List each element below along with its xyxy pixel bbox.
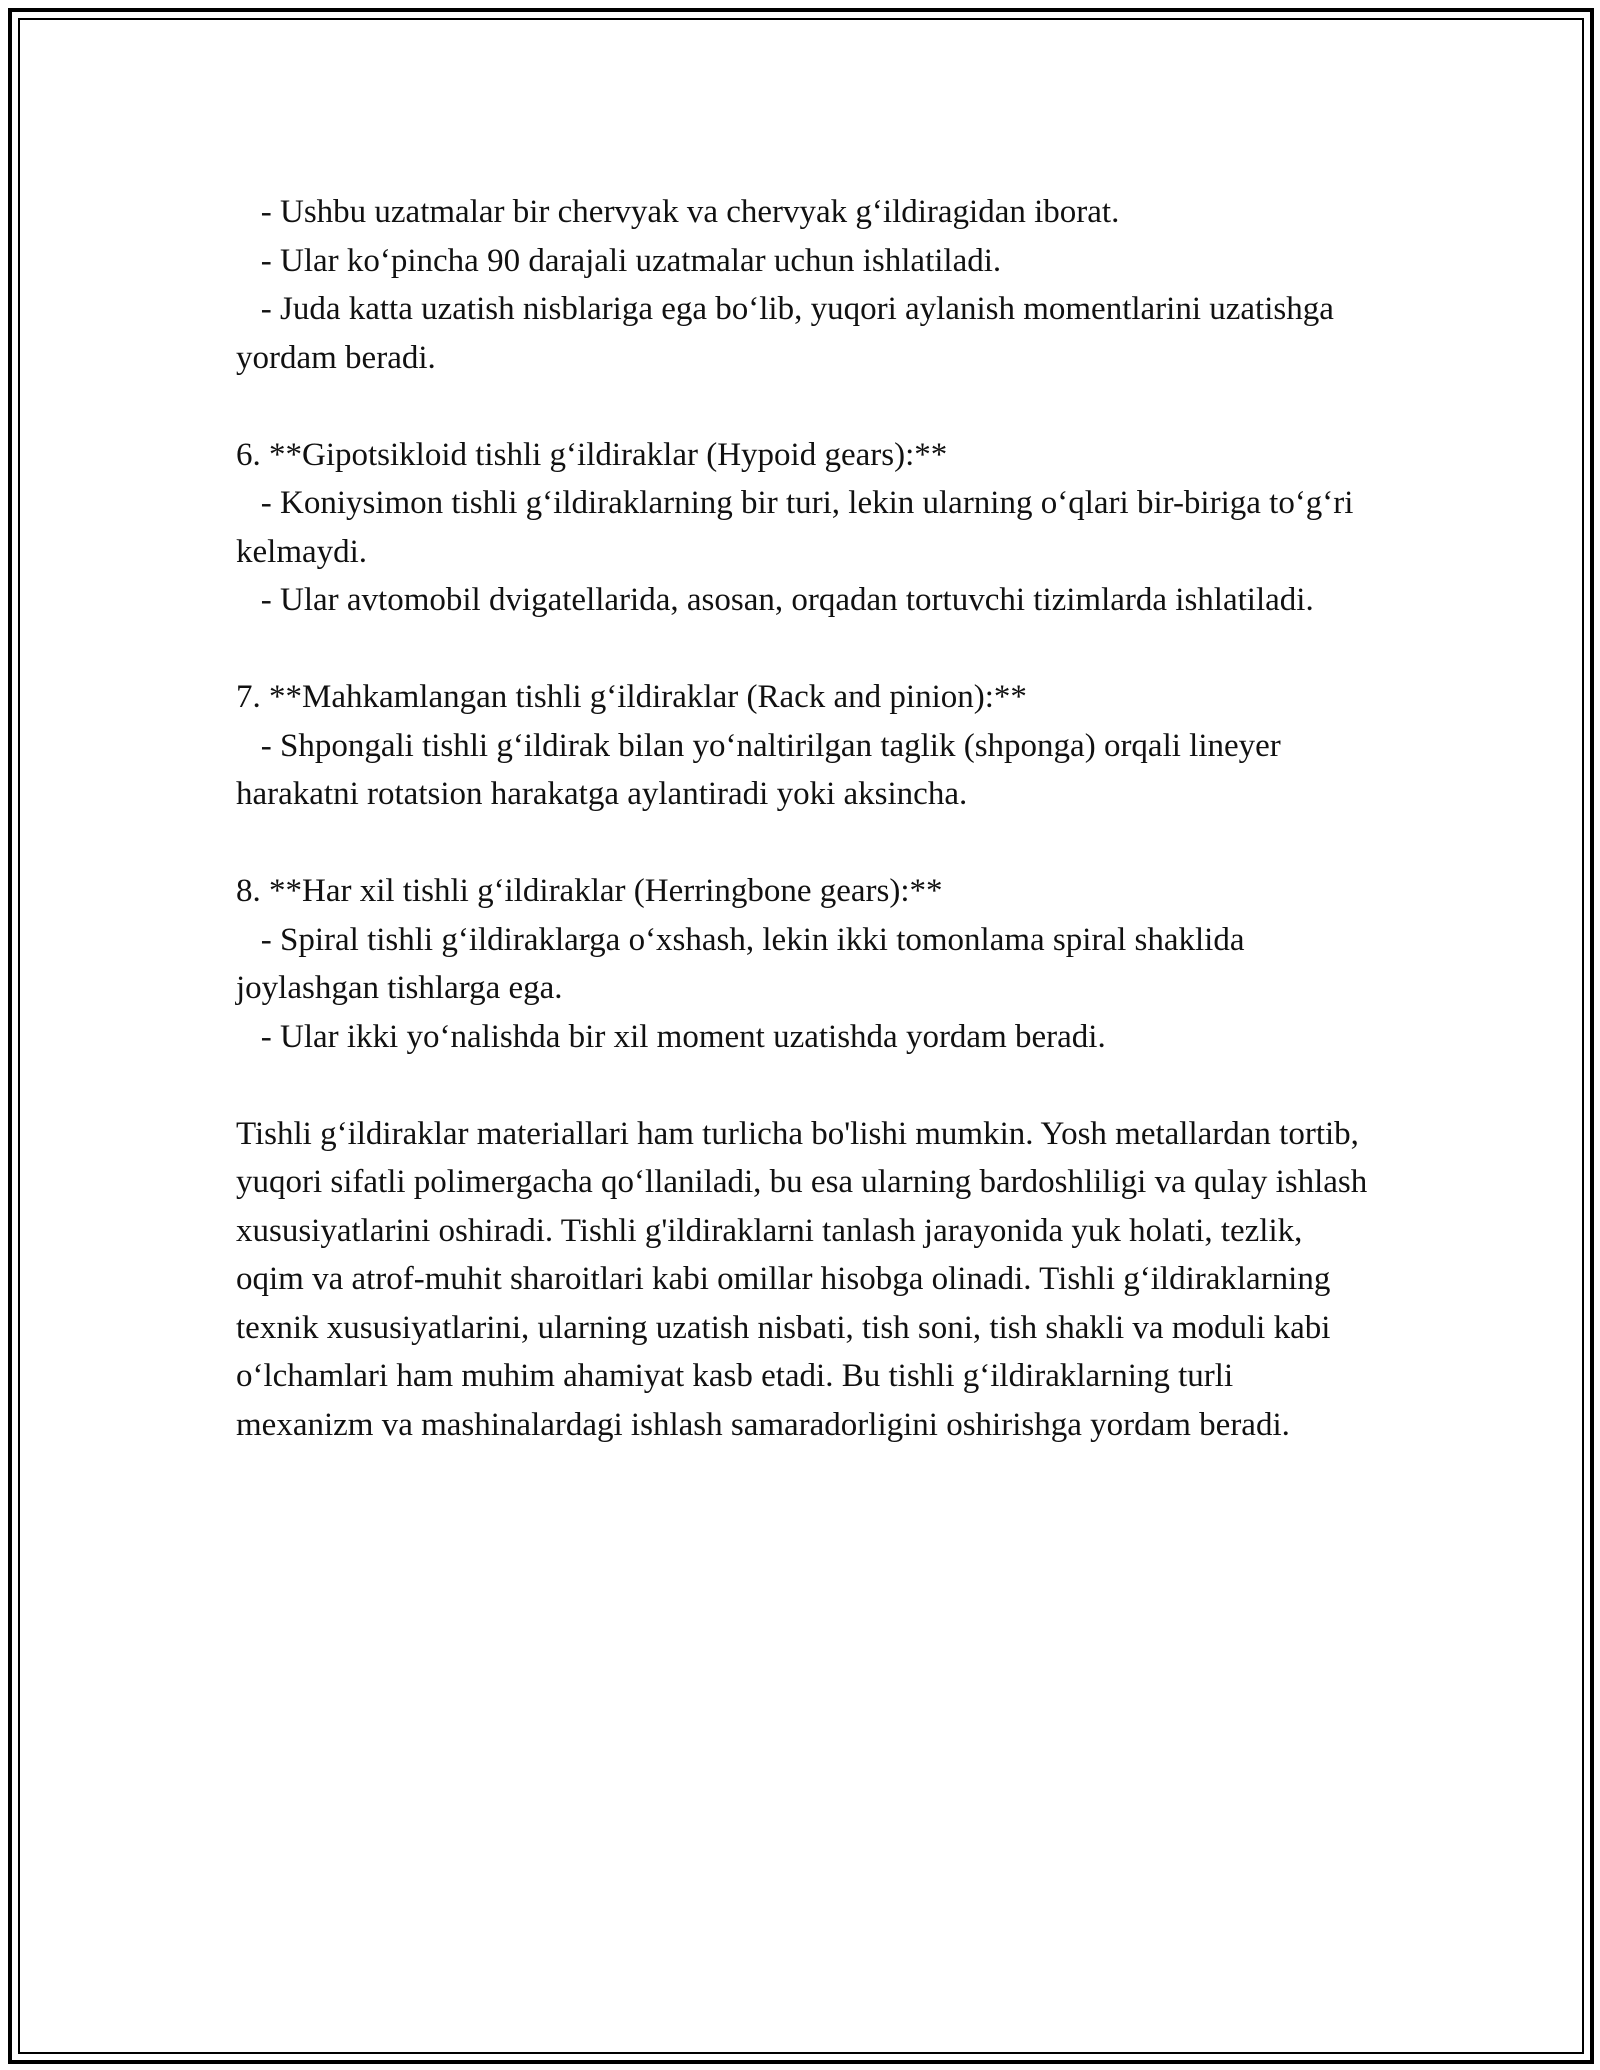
paragraph-gap: [236, 1061, 1376, 1110]
list-item: - Ushbu uzatmalar bir chervyak va chervyak g‘ildiragidan iborat.: [236, 194, 1120, 230]
herringbone-gears-section: [236, 867, 1376, 1061]
list-item: - Spiral tishli g‘ildiraklarga o‘xshash, lekin ikki tomonlama spiral shaklida joylashgan tishlarga ega.: [236, 921, 1253, 1006]
list-item: - Ular avtomobil dvigatellarida, asosan, orqadan tortuvchi tizimlarda ishlatiladi.: [236, 582, 1314, 618]
list-item: - Shpongali tishli g‘ildirak bilan yo‘naltirilgan taglik (shponga) orqali lineyer harakatni rotatsion harakatga aylantiradi yoki aksincha.: [236, 727, 1290, 812]
paragraph-gap: [236, 819, 1376, 868]
section-heading: 8. **Har xil tishli g‘ildiraklar (Herringbone gears):**: [236, 873, 943, 909]
list-item: - Ular ikki yo‘nalishda bir xil moment uzatishda yordam beradi.: [236, 1018, 1106, 1055]
section-heading: 7. **Mahkamlangan tishli g‘ildiraklar (Rack and pinion):**: [236, 679, 1027, 715]
paragraph-gap: [236, 382, 1376, 431]
document-body: [236, 188, 1376, 1449]
paragraph-gap: [236, 625, 1376, 674]
list-item: - Ular ko‘pincha 90 darajali uzatmalar uchun ishlatiladi.: [236, 242, 1002, 279]
worm-gears-section: [236, 188, 1376, 382]
list-item: - Koniysimon tishli g‘ildiraklarning bir turi, lekin ularning o‘qlari bir-biriga to‘g‘ri kelmaydi.: [236, 485, 1362, 570]
list-item: - Juda katta uzatish nisblariga ega bo‘lib, yuqori aylanish momentlarini uzatishga yordam beradi.: [236, 291, 1343, 376]
rack-pinion-section: [236, 673, 1376, 819]
conclusion-paragraph: Tishli g‘ildiraklar materiallari ham turlicha bo'lishi mumkin. Yosh metallardan tortib, yuqori sifatli polimergacha qo‘llaniladi, bu esa ularning bardoshliligi va qulay ishlash xususiyatlarini oshiradi. Tishli g'ildiraklarni tanlash jarayonida yuk holati, tezlik, oqim va atrof-muhit sharoitlari kabi omillar hisobga olinadi. Tishli g‘ildiraklarning texnik xususiyatlarini, ularning uzatish nisbati, tish soni, tish shakli va moduli kabi o‘lchamlari ham muhim ahamiyat kasb etadi. Bu tishli g‘ildiraklarning turli mexanizm va mashinalardagi ishlash samaradorligini oshirishga yordam beradi.: [236, 1115, 1376, 1443]
hypoid-gears-section: [236, 431, 1376, 625]
section-heading: 6. **Gipotsikloid tishli g‘ildiraklar (Hypoid gears):**: [236, 436, 948, 473]
